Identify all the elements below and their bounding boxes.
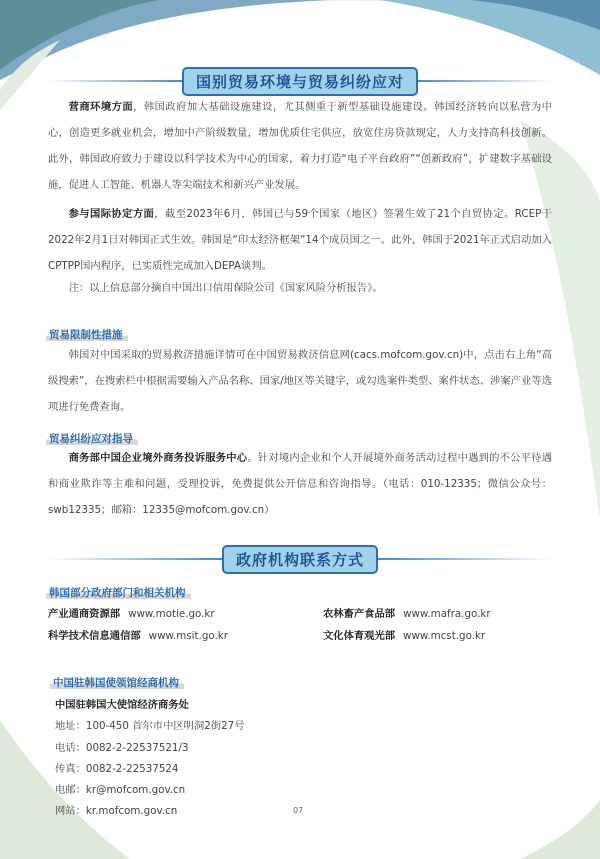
- agency-name: 文化体育观光部: [323, 630, 396, 642]
- divider: [378, 558, 552, 560]
- paragraph-text: 。针对境内企业和个人开展境外商务活动过程中遇到的不公平待遇和商业欺诈等主难和问题，受理投诉，免费提供公开信息和咨询指导。（电话：010-12335；微信公众号：swb12335；邮箱：12335@mofcom.gov.cn）: [48, 452, 553, 516]
- dispute-guidance-paragraph: [48, 445, 552, 523]
- agency-name: 产业通商资源部: [48, 608, 121, 620]
- agency-item: [48, 605, 215, 620]
- agency-item: [323, 627, 485, 642]
- agency-item: [48, 627, 228, 642]
- agency-url[interactable]: www.mcst.go.kr: [403, 630, 486, 642]
- section-title: 国别贸易环境与贸易纠纷应对: [182, 67, 418, 96]
- agency-url[interactable]: www.mafra.go.kr: [403, 608, 491, 620]
- embassy-email[interactable]: 电邮：kr@mofcom.gov.cn: [55, 784, 186, 796]
- trade-agreements-paragraph: [48, 201, 552, 279]
- agency-name: 科学技术信息通信部: [48, 630, 141, 642]
- embassy-name: 中国驻韩国大使馆经济商务处: [55, 699, 189, 711]
- agency-url[interactable]: www.motie.go.kr: [128, 608, 215, 620]
- page-number: 07: [293, 806, 304, 815]
- divider: [418, 80, 552, 82]
- business-environment-paragraph: [48, 94, 552, 198]
- paragraph-text: ，截至2023年6月，韩国已与59个国家（地区）签署生效了21个自贸协定。RCEP于2022年2月1日对韩国正式生效。韩国是“印太经济框架”14个成员国之一。此外，韩国于2021年正式启动加入CPTPP国内程序，已实质性完成加入DEPA谈判。: [48, 208, 553, 272]
- subheading-korean-agencies: 韩国部分政府部门和相关机构: [46, 587, 191, 599]
- section-title-contacts: [48, 547, 552, 571]
- embassy-fax: 传真：0082-2-22537524: [55, 763, 179, 775]
- embassy-website[interactable]: 网站：kr.mofcom.gov.cn: [55, 805, 178, 817]
- subheading-embassy: 中国驻韩国使领馆经商机构: [50, 677, 184, 689]
- trade-restrictions-paragraph: 韩国对中国采取的贸易救济措施详情可在中国贸易救济信息网(cacs.mofcom.gov.cn)中，点击右上角“高级搜索”，在搜索栏中根据需要输入产品名称、国家/地区等关键字，或勾选案件类型、案件状态、涉案产业等选项进行免费查询。: [48, 349, 552, 413]
- paragraph-lead: 参与国际协定方面: [68, 208, 155, 220]
- paragraph-text: ，韩国政府加大基础设施建设，尤其侧重于新型基础设施建设。韩国经济转向以私营为中心，创造更多就业机会，增加中产阶级数量，增加优质住宅供应，放宽住房贷款规定，人力支持高科技创新。此外，韩国政府致力于建设以科学技术为中心的国家，着力打造“电子平台政府”“创新政府”，扩建数字基础设施，促进人工智能、机器人等尖端技术和新兴产业发展。: [48, 101, 552, 191]
- embassy-address: 地址：100-450 首尔市中区明洞2街27号: [55, 720, 245, 732]
- agency-name: 农林畜产食品部: [323, 608, 396, 620]
- paragraph-lead: 营商环境方面: [68, 101, 134, 113]
- subheading-dispute-guidance: 贸易纠纷应对指导: [46, 433, 138, 445]
- agency-url[interactable]: www.msit.go.kr: [148, 630, 228, 642]
- paragraph-lead: 商务部中国企业境外商务投诉服务中心: [68, 452, 248, 464]
- section-title: 政府机构联系方式: [222, 545, 378, 574]
- source-note: 注：以上信息部分摘自中国出口信用保险公司《国家风险分析报告》。: [68, 282, 383, 294]
- divider: [48, 558, 222, 560]
- divider: [48, 80, 182, 82]
- agency-item: [323, 605, 491, 620]
- subheading-trade-restrictions: 贸易限制性措施: [46, 329, 128, 341]
- embassy-phone: 电话：0082-2-22537521/3: [55, 742, 189, 754]
- section-title-trade-environment: [48, 69, 552, 93]
